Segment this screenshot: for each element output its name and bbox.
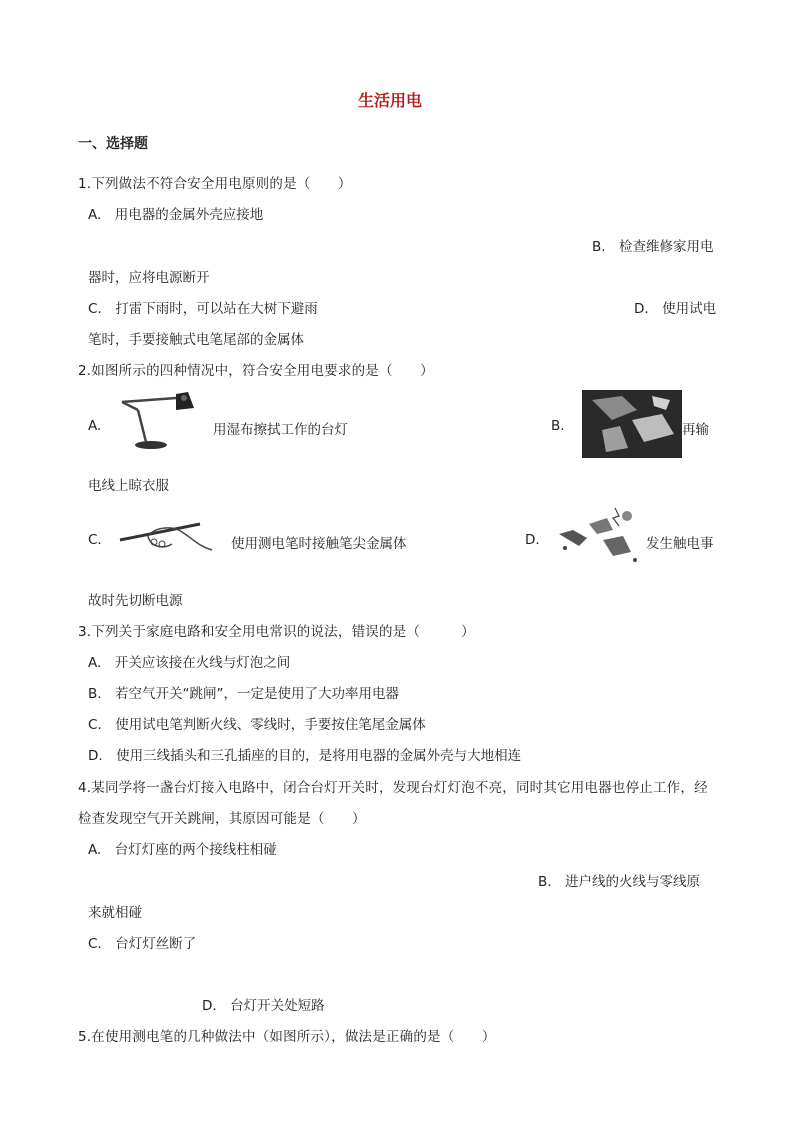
q4-stem-line2: 检查发现空气开关跳闸，其原因可能是（ ） <box>78 811 366 827</box>
q2-stem: 2.如图所示的四种情况中，符合安全用电要求的是（ ） <box>78 363 434 379</box>
q1-option-c: C. 打雷下雨时，可以站在大树下避雨 <box>88 301 318 317</box>
electric-shock-figure <box>553 504 641 566</box>
q1-option-b: B. 检查维修家用电 <box>592 239 714 255</box>
q1-option-d-cont: 笔时，手要接触式电笔尾部的金属体 <box>88 332 304 348</box>
q1-option-a: A. 用电器的金属外壳应接地 <box>88 207 264 223</box>
q3-option-a: A. 开关应该接在火线与灯泡之间 <box>88 655 291 671</box>
q2-option-b-cont: 电线上晾衣服 <box>88 478 169 494</box>
test-pen-hand-figure <box>118 510 216 554</box>
q1-option-d: D. 使用试电 <box>634 301 717 317</box>
q4-stem-line1: 4.某同学将一盏台灯接入电路中，闭合台灯开关时，发现台灯灯泡不亮，同时其它用电器也停止工作，经 <box>78 780 708 796</box>
q2-option-d-cont: 故时先切断电源 <box>88 593 183 609</box>
q2-option-d-letter: D. <box>525 532 540 548</box>
q3-option-d: D. 使用三线插头和三孔插座的目的，是将用电器的金属外壳与大地相连 <box>88 748 522 764</box>
q3-stem: 3.下列关于家庭电路和安全用电常识的说法，错误的是（ ） <box>78 624 475 640</box>
q4-option-c: C. 台灯灯丝断了 <box>88 936 197 952</box>
section-heading: 一、选择题 <box>78 136 148 152</box>
q2-option-d-text: 发生触电事 <box>646 536 714 552</box>
q2-option-a-letter: A. <box>88 418 102 434</box>
q3-option-b: B. 若空气开关“跳闸”，一定是使用了大功率用电器 <box>88 686 400 702</box>
q5-stem: 5.在使用测电笔的几种做法中（如图所示），做法是正确的是（ ） <box>78 1029 496 1045</box>
q4-option-b-cont: 来就相碰 <box>88 905 142 921</box>
q2-option-c-letter: C. <box>88 532 102 548</box>
q1-option-b-cont: 器时，应将电源断开 <box>88 270 210 286</box>
q2-option-b-letter: B. <box>551 418 565 434</box>
q2-option-b-text: 再输 <box>682 422 709 438</box>
q4-option-d: D. 台灯开关处短路 <box>202 998 325 1014</box>
desk-lamp-figure <box>118 390 208 452</box>
q2-option-a-text: 用湿布擦拭工作的台灯 <box>213 422 348 438</box>
q4-option-a: A. 台灯灯座的两个接线柱相碰 <box>88 842 277 858</box>
q2-option-c-text: 使用测电笔时接触笔尖金属体 <box>231 536 407 552</box>
q3-option-c: C. 使用试电笔判断火线、零线时，手要按住笔尾金属体 <box>88 717 426 733</box>
wires-clothes-photo <box>582 390 682 458</box>
page-title: 生活用电 <box>358 91 423 110</box>
q4-option-b: B. 进户线的火线与零线原 <box>538 874 701 890</box>
q1-stem: 1.下列做法不符合安全用电原则的是（ ） <box>78 176 352 192</box>
